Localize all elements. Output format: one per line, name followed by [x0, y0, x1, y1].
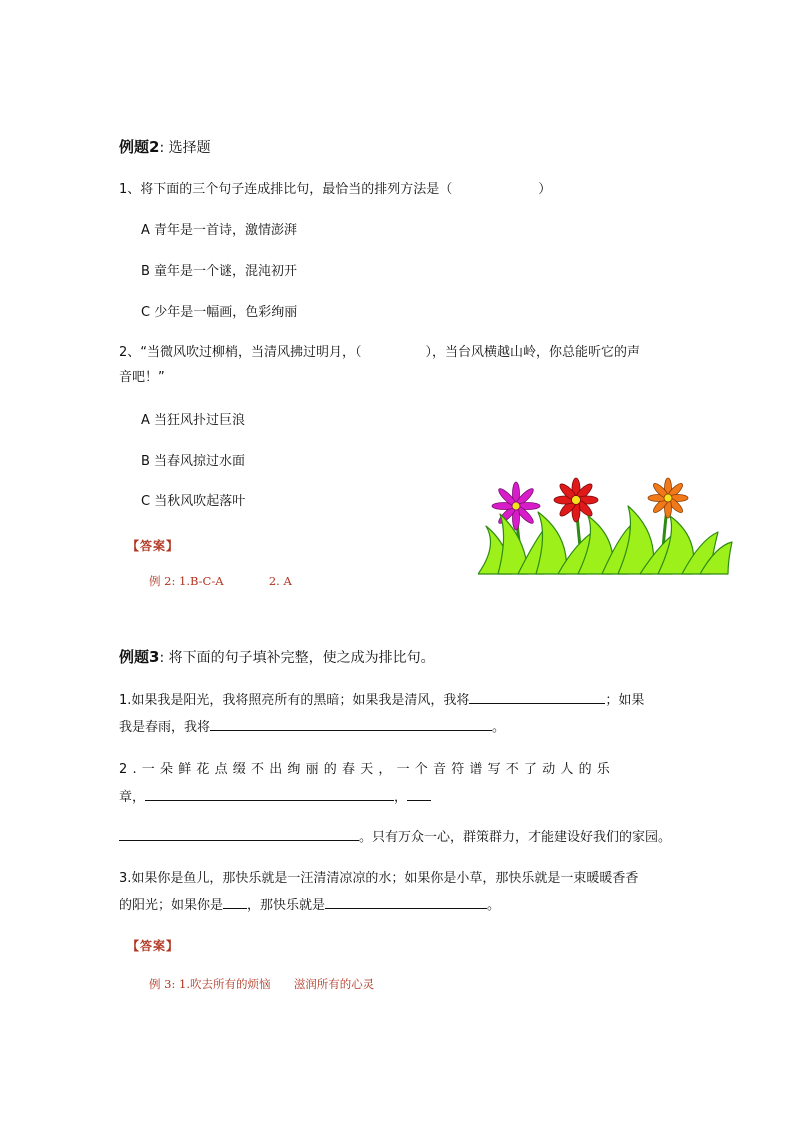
example3-question1-line2: 我是春雨，我将 。: [119, 716, 505, 735]
example2-answer-label: 【答案】: [127, 539, 180, 553]
example2-q1-option-a: A 青年是一首诗，激情澎湃: [141, 223, 298, 238]
answer-blank-1[interactable]: [469, 690, 605, 704]
example3-question2-line1: 2.一朵鲜花点缀不出绚丽的春天，一个音符谱写不了动人的乐: [119, 762, 616, 777]
example2-answer: 例 2: 1.B-C-A 2. A: [149, 574, 292, 588]
red-flower-icon: [554, 478, 598, 522]
answer-blank-2[interactable]: [210, 717, 492, 731]
magenta-flower-icon: [492, 482, 540, 530]
answer-blank-3[interactable]: [145, 787, 394, 801]
answer-blank-7[interactable]: [325, 895, 487, 909]
example2-question2-line1: 2、“当微风吹过柳梢，当清风拂过明月，（ ），当台风横越山岭，你总能听它的声: [119, 345, 641, 360]
example3-question1-line1: 1.如果我是阳光，我将照亮所有的黑暗；如果我是清风，我将 ；如果: [119, 689, 644, 708]
example3-question3-line2: 的阳光；如果你是 ，那快乐就是 。: [119, 894, 500, 913]
example2-q1-option-c: C 少年是一幅画，色彩绚丽: [141, 305, 298, 320]
example3-question3-line1: 3.如果你是鱼儿，那快乐就是一汪清清凉凉的水；如果你是小草，那快乐就是一束暖暖香香: [119, 871, 639, 886]
example3-answer-label: 【答案】: [127, 939, 180, 953]
example2-question2-line2: 音吧！”: [119, 370, 165, 385]
example2-q2-option-b: B 当春风掠过水面: [141, 454, 246, 469]
example3-question2-line3: 。只有万众一心，群策群力，才能建设好我们的家园。: [119, 826, 671, 845]
example3-question2-line2: 章， ，: [119, 786, 431, 805]
example3-title: 例题3: 将下面的句子填补完整，使之成为排比句。: [119, 648, 435, 666]
answer-blank-4[interactable]: [407, 787, 431, 801]
example2-q1-option-b: B 童年是一个谜，混沌初开: [141, 264, 298, 279]
orange-flower-icon: [648, 478, 688, 518]
example2-q2-option-a: A 当狂风扑过巨浪: [141, 413, 246, 428]
answer-blank-5[interactable]: [119, 827, 359, 841]
example2-title: 例题2: 选择题: [119, 138, 211, 156]
flowers-grass-illustration: [478, 476, 733, 576]
example2-question1: 1、将下面的三个句子连成排比句，最恰当的排列方法是（ ）: [119, 182, 552, 197]
example3-answer: 例 3: 1.吹去所有的烦恼 滋润所有的心灵: [149, 977, 375, 991]
example2-q2-option-c: C 当秋风吹起落叶: [141, 494, 246, 509]
answer-blank-6[interactable]: [223, 895, 247, 909]
